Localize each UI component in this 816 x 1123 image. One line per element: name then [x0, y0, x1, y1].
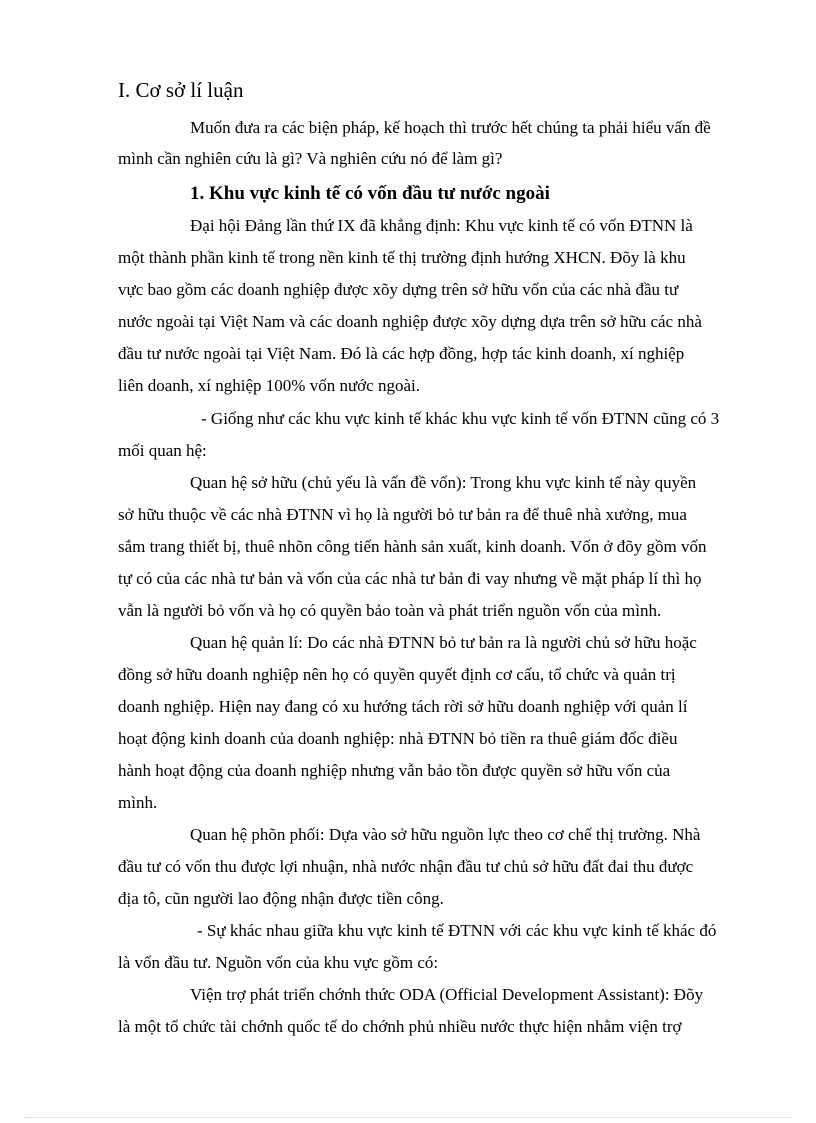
body-line: Viện trợ phát triển chớnh thức ODA (Official Development Assistant): Đõy — [190, 985, 704, 1004]
subsection-heading: 1. Khu vực kinh tế có vốn đầu tư nước ngoài — [190, 183, 550, 204]
body-line: nước ngoài tại Việt Nam và các doanh nghiệp được xõy dựng dựa trên sở hữu các nhà — [118, 312, 702, 331]
body-line: là một tổ chức tài chớnh quốc tế do chớnh phủ nhiều nước thực hiện nhằm viện trợ — [118, 1017, 682, 1036]
body-line: đầu tư nước ngoài tại Việt Nam. Đó là các hợp đồng, hợp tác kinh doanh, xí nghiệp — [118, 344, 685, 363]
body-line: một thành phần kinh tế trong nền kinh tế thị trường định hướng XHCN. Đõy là khu — [118, 248, 686, 267]
body-line: vực bao gồm các doanh nghiệp được xõy dựng trên sở hữu vốn của các nhà đầu tư — [118, 280, 679, 299]
page-bottom-divider — [24, 1117, 792, 1118]
body-line: sở hữu thuộc về các nhà ĐTNN vì họ là người bỏ tư bản ra để thuê nhà xưởng, mua — [118, 505, 687, 524]
body-line: - Giống như các khu vực kinh tế khác khu vực kinh tế vốn ĐTNN cũng có 3 — [201, 409, 720, 428]
body-line: đầu tư có vốn thu được lợi nhuận, nhà nước nhận đầu tư chủ sở hữu đất đai thu được — [118, 857, 694, 876]
body-line: Quan hệ phõn phối: Dựa vào sở hữu nguồn lực theo cơ chế thị trường. Nhà — [190, 825, 701, 844]
body-line: Quan hệ quản lí: Do các nhà ĐTNN bỏ tư bản ra là người chủ sở hữu hoặc — [190, 633, 697, 652]
intro-line: Muốn đưa ra các biện pháp, kế hoạch thì trước hết chúng ta phải hiểu vấn đề — [190, 118, 711, 137]
body-line: mối quan hệ: — [118, 441, 207, 460]
body-line: sắm trang thiết bị, thuê nhõn công tiến hành sản xuất, kinh doanh. Vốn ở đõy gồm vốn — [118, 537, 707, 556]
body-line: mình. — [118, 793, 158, 812]
body-line: doanh nghiệp. Hiện nay đang có xu hướng tách rời sở hữu doanh nghiệp với quản lí — [118, 697, 688, 716]
body-line: tự có của các nhà tư bản và vốn của các nhà tư bản đi vay nhưng về mặt pháp lí thì họ — [118, 569, 702, 588]
body-line: địa tô, cũn người lao động nhận được tiền công. — [118, 889, 444, 908]
section-heading: I. Cơ sở lí luận — [118, 78, 244, 102]
intro-line: mình cần nghiên cứu là gì? Và nghiên cứu nó để làm gì? — [118, 149, 503, 168]
body-line: đồng sở hữu doanh nghiệp nên họ có quyền quyết định cơ cấu, tổ chức và quản trị — [118, 665, 676, 684]
body-line: Đại hội Đảng lần thứ IX đã khẳng định: Khu vực kinh tế có vốn ĐTNN là — [190, 216, 693, 235]
body-line: là vốn đầu tư. Nguồn vốn của khu vực gồm có: — [118, 953, 439, 972]
body-line: - Sự khác nhau giữa khu vực kinh tế ĐTNN với các khu vực kinh tế khác đó — [197, 921, 717, 940]
body-line: hành hoạt động của doanh nghiệp nhưng vẫn bảo tồn được quyền sở hữu vốn của — [118, 761, 671, 780]
body-line: liên doanh, xí nghiệp 100% vốn nước ngoài. — [118, 376, 420, 395]
body-line: Quan hệ sở hữu (chủ yếu là vấn đề vốn): Trong khu vực kinh tế này quyền — [190, 473, 697, 492]
body-line: vẫn là người bỏ vốn và họ có quyền bảo toàn và phát triển nguồn vốn của mình. — [118, 601, 662, 620]
body-line: hoạt động kinh doanh của doanh nghiệp: nhà ĐTNN bỏ tiền ra thuê giám đốc điều — [118, 729, 678, 748]
